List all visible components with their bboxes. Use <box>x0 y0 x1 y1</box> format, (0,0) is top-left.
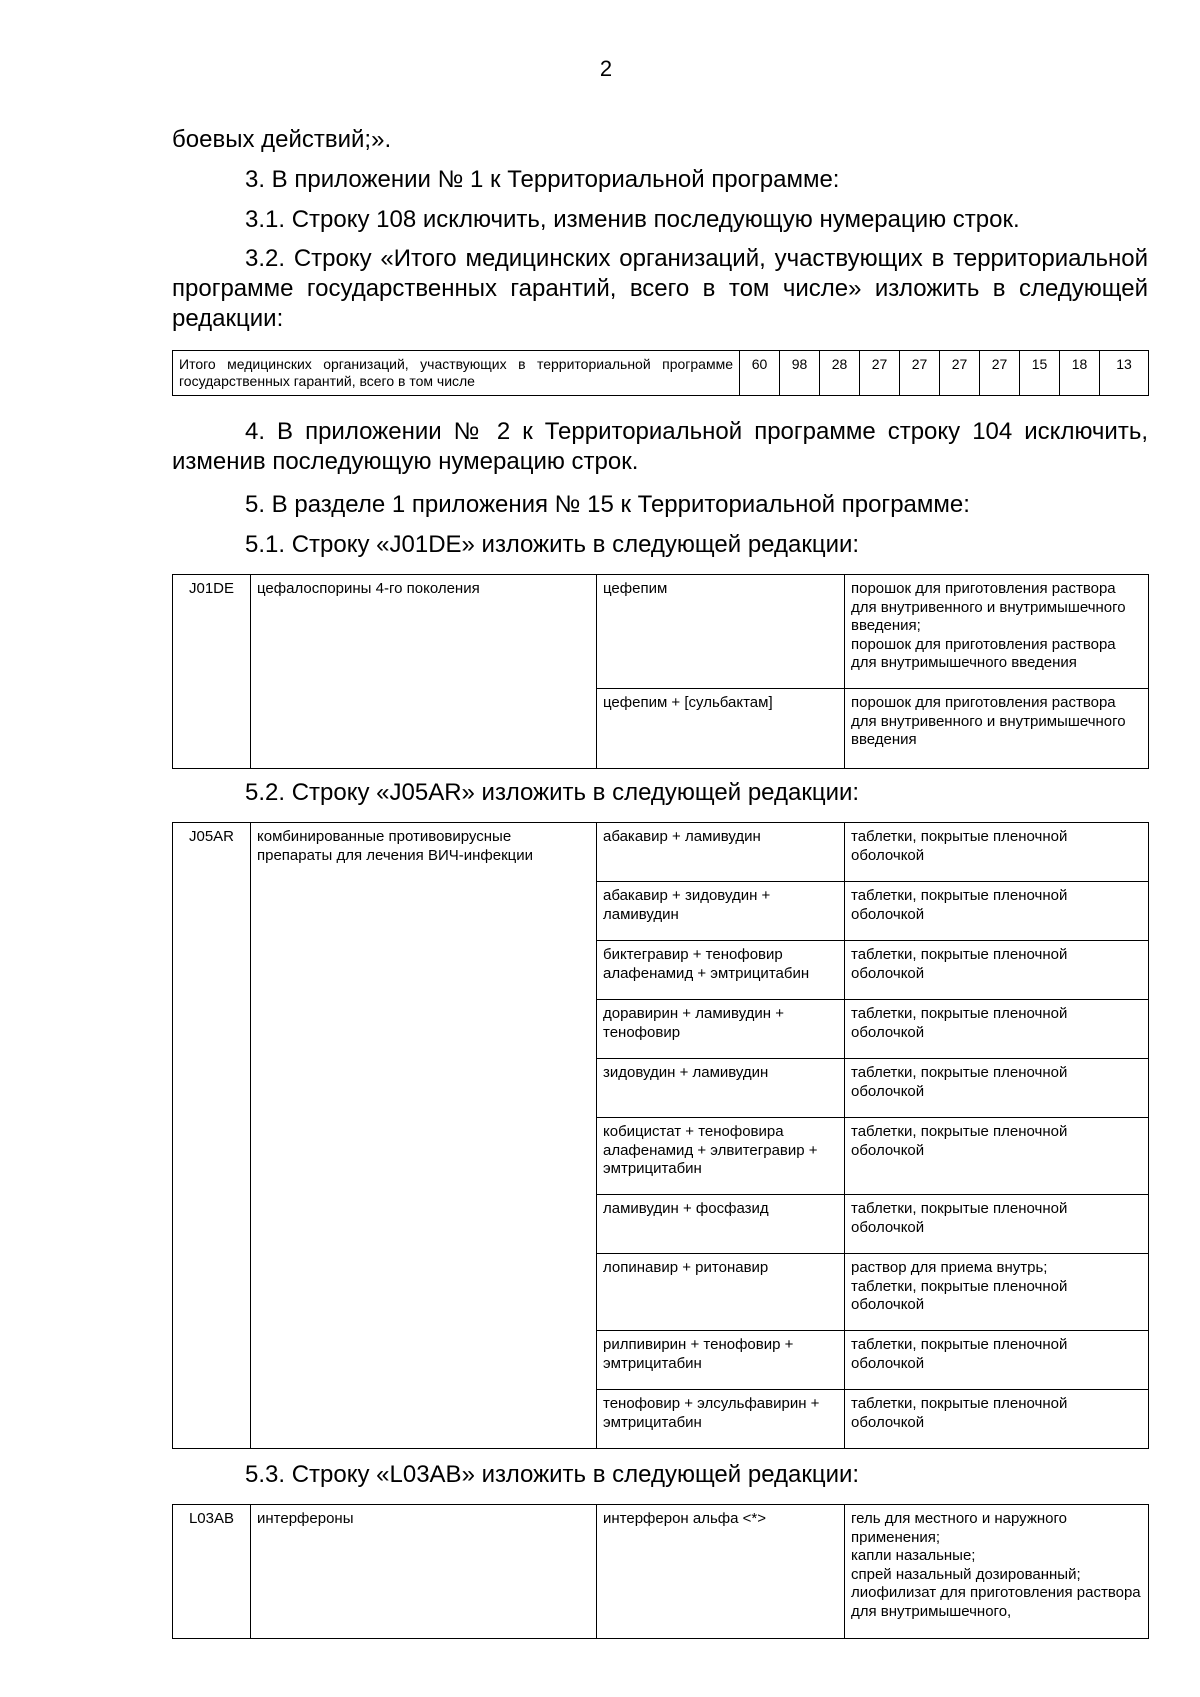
drug-cell: кобицистат + тенофовира алафенамид + элвитегравир + эмтрицитабин <box>597 1118 845 1195</box>
drug-cell: зидовудин + ламивудин <box>597 1059 845 1118</box>
drug-cell: цефепим <box>597 575 845 689</box>
summary-value-cell: 98 <box>780 351 820 396</box>
dosage-form-cell: порошок для приготовления раствора для внутривенного и внутримышечного введения <box>845 689 1149 769</box>
drug-cell: доравирин + ламивудин + тенофовир <box>597 1000 845 1059</box>
atc-code-cell: J01DE <box>173 575 251 769</box>
dosage-form-cell: таблетки, покрытые пленочной оболочкой <box>845 1000 1149 1059</box>
paragraph-item-5-1: 5.1. Строку «J01DE» изложить в следующей редакции: <box>245 531 860 558</box>
dosage-form-cell: таблетки, покрытые пленочной оболочкой <box>845 1118 1149 1195</box>
group-cell: цефалоспорины 4-го поколения <box>251 575 597 769</box>
drug-cell: абакавир + зидовудин + ламивудин <box>597 882 845 941</box>
dosage-form-cell: таблетки, покрытые пленочной оболочкой <box>845 1059 1149 1118</box>
table-j05ar <box>172 822 1149 1449</box>
paragraph-item-3: 3. В приложении № 1 к Территориальной программе: <box>245 166 840 193</box>
summary-value-cell: 15 <box>1020 351 1060 396</box>
dosage-form-cell: таблетки, покрытые пленочной оболочкой <box>845 1195 1149 1254</box>
table-l03ab <box>172 1504 1149 1639</box>
dosage-form-cell: таблетки, покрытые пленочной оболочкой <box>845 823 1149 882</box>
atc-code-cell: L03AB <box>173 1505 251 1639</box>
dosage-form-cell: таблетки, покрытые пленочной оболочкой <box>845 1390 1149 1449</box>
paragraph-item-5-2: 5.2. Строку «J05AR» изложить в следующей редакции: <box>245 779 860 806</box>
summary-row <box>173 351 1149 396</box>
drug-cell: рилпивирин + тенофовир + эмтрицитабин <box>597 1331 845 1390</box>
drug-cell: биктегравир + тенофовир алафенамид + эмтрицитабин <box>597 941 845 1000</box>
drug-cell: абакавир + ламивудин <box>597 823 845 882</box>
summary-value-cell: 27 <box>860 351 900 396</box>
summary-value-cell: 27 <box>900 351 940 396</box>
paragraph-continuation: боевых действий;». <box>172 126 392 153</box>
summary-table <box>172 350 1149 396</box>
paragraph-item-3-1: 3.1. Строку 108 исключить, изменив последующую нумерацию строк. <box>245 206 1020 233</box>
paragraph-item-4: 4. В приложении № 2 к Территориальной программе строку 104 исключить, изменив последующую нумерацию строк. <box>172 418 1148 475</box>
page-number: 2 <box>599 56 613 81</box>
summary-value-cell: 27 <box>980 351 1020 396</box>
atc-code-cell: J05AR <box>173 823 251 1449</box>
drug-cell: цефепим + [сульбактам] <box>597 689 845 769</box>
drug-cell: тенофовир + элсульфавирин + эмтрицитабин <box>597 1390 845 1449</box>
paragraph-item-5-3: 5.3. Строку «L03AB» изложить в следующей редакции: <box>245 1461 860 1488</box>
summary-value-cell: 60 <box>740 351 780 396</box>
summary-label-cell: Итого медицинских организаций, участвующих в территориальной программе государственных гарантий, всего в том числе <box>173 351 740 396</box>
summary-value-cell: 27 <box>940 351 980 396</box>
dosage-form-cell: таблетки, покрытые пленочной оболочкой <box>845 882 1149 941</box>
group-cell: комбинированные противовирусные препараты для лечения ВИЧ-инфекции <box>251 823 597 1449</box>
summary-value-cell: 13 <box>1100 351 1149 396</box>
summary-value-cell: 28 <box>820 351 860 396</box>
dosage-form-cell: раствор для приема внутрь; таблетки, покрытые пленочной оболочкой <box>845 1254 1149 1331</box>
group-cell: интерфероны <box>251 1505 597 1639</box>
table-row <box>173 1505 1149 1639</box>
paragraph-item-5: 5. В разделе 1 приложения № 15 к Территориальной программе: <box>245 491 970 518</box>
drug-cell: лопинавир + ритонавир <box>597 1254 845 1331</box>
dosage-form-cell: порошок для приготовления раствора для внутривенного и внутримышечного введения; порошок для приготовления раствора для внутримышечного введения <box>845 575 1149 689</box>
paragraph-item-3-2: 3.2. Строку «Итого медицинских организаций, участвующих в территориальной программе государственных гарантий, всего в том числе» изложить в следующей редакции: <box>172 245 1148 332</box>
drug-cell: интерферон альфа <*> <box>597 1505 845 1639</box>
drug-cell: ламивудин + фосфазид <box>597 1195 845 1254</box>
dosage-form-cell: гель для местного и наружного применения; капли назальные; спрей назальный дозированный; лиофилизат для приготовления раствора для внутримышечного, <box>845 1505 1149 1639</box>
table-row <box>173 575 1149 689</box>
table-j01de <box>172 574 1149 769</box>
summary-value-cell: 18 <box>1060 351 1100 396</box>
dosage-form-cell: таблетки, покрытые пленочной оболочкой <box>845 941 1149 1000</box>
dosage-form-cell: таблетки, покрытые пленочной оболочкой <box>845 1331 1149 1390</box>
table-row <box>173 823 1149 882</box>
